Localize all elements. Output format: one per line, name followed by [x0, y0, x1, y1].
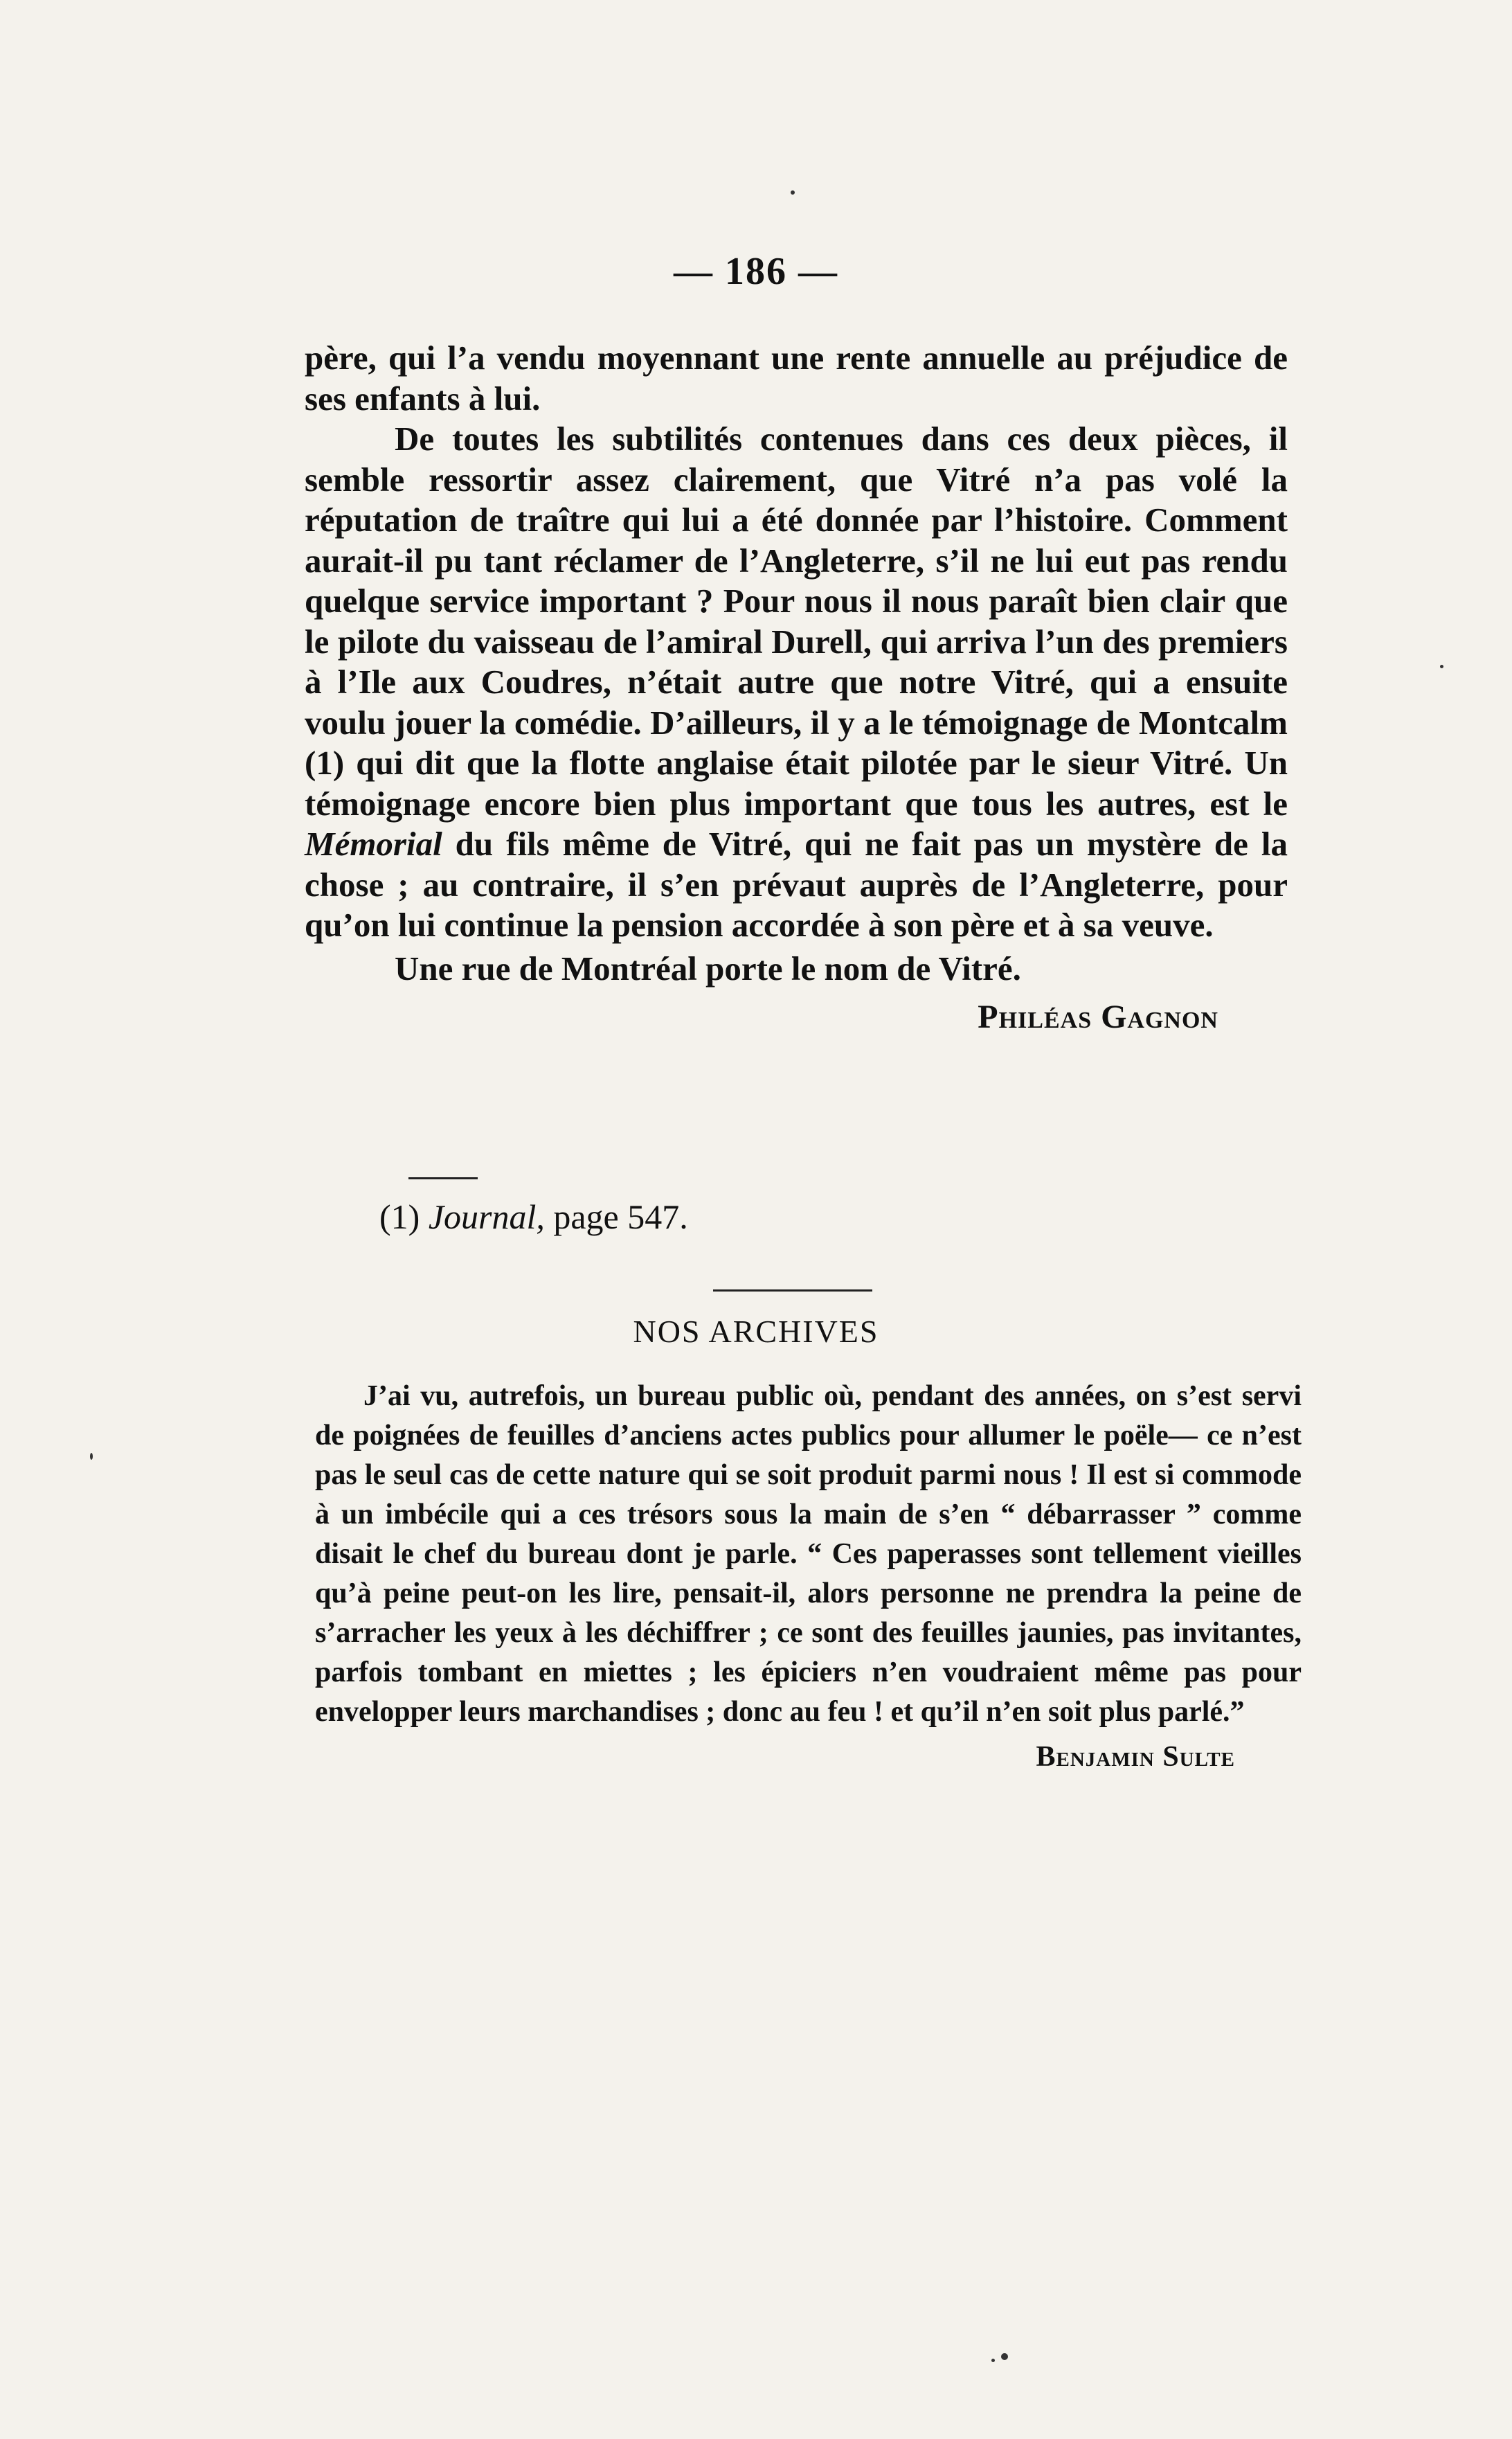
ink-speck	[991, 2359, 995, 2362]
footnote-marker: (1)	[379, 1197, 420, 1236]
article-signature: Philéas Gagnon	[978, 999, 1218, 1035]
footnote-journal: Journal,	[428, 1197, 545, 1236]
article-paragraph: père, qui l’a vendu moyennant une rente annuelle au préjudice de ses enfants à lui.	[305, 339, 1288, 418]
section-title: NOS ARCHIVES	[633, 1314, 879, 1349]
ink-speck	[791, 190, 795, 195]
section-paragraph: J’ai vu, autrefois, un bureau public où, pendant des années, on s’est servi de poignées de feuilles d’anciens actes publics pour allumer le poële— ce n’est pas le seul cas de cette nature qui se soit produit parmi nous ! Il est si commode à un imbécile qui a ces trésors sous la main de s’en “ débarrasser ” comme disait le chef du bureau dont je parle. “ Ces paperasses sont tellement vieilles qu’à peine peut-on les lire, pensait-il, alors personne ne prendra la peine de s’arracher les yeux à les déchiffrer ; ce sont des feuilles jaunies, pas invitantes, parfois tombant en miettes ; les épiciers n’en voudraient même pas pour envelopper leurs marchandises ; donc au feu ! et qu’il n’en soit plus parlé.”	[315, 1380, 1302, 1728]
page-number: — 186 —	[674, 250, 838, 293]
ink-speck	[1001, 2353, 1008, 2360]
article-paragraph: Une rue de Montréal porte le nom de Vitré.	[395, 949, 1021, 988]
section-signature: Benjamin Sulte	[1036, 1741, 1235, 1773]
footnote-divider	[408, 1177, 478, 1179]
section-body	[315, 1377, 1302, 1777]
ink-speck	[90, 1453, 93, 1460]
article-body	[305, 338, 1288, 1038]
article-paragraph	[305, 419, 1288, 946]
footnote-page: page 547.	[544, 1197, 688, 1236]
article-text: De toutes les subtilités contenues dans ces deux pièces, il semble ressortir assez clairement, que Vitré n’a pas volé la réputation de traître qui lui a été donnée par l’histoire. Comment aurait-il pu tant réclamer de l’Angleterre, s’il ne lui eut pas rendu quelque service important ? Pour nous il nous paraît bien clair que le pilote du vaisseau de l’amiral Durell, qui arriva l’un des premiers à l’Ile aux Coudres, n’était autre que notre Vitré, qui a ensuite voulu jouer la comédie. D’ailleurs, il y a le témoignage de Montcalm (1) qui dit que la flotte anglaise était pilotée par le sieur Vitré. Un témoignage encore bien plus important que tous les autres, est le	[305, 420, 1288, 823]
footnote	[379, 1197, 688, 1237]
ink-speck	[1440, 665, 1443, 668]
memorial-title: Mémorial	[305, 825, 442, 863]
section-divider	[713, 1289, 872, 1292]
article-text: du fils même de Vitré, qui ne fait pas un mystère de la chose ; au contraire, il s’en prévaut auprès de l’Angleterre, pour qu’on lui continue la pension accordée à son père et à sa veuve.	[305, 825, 1288, 944]
